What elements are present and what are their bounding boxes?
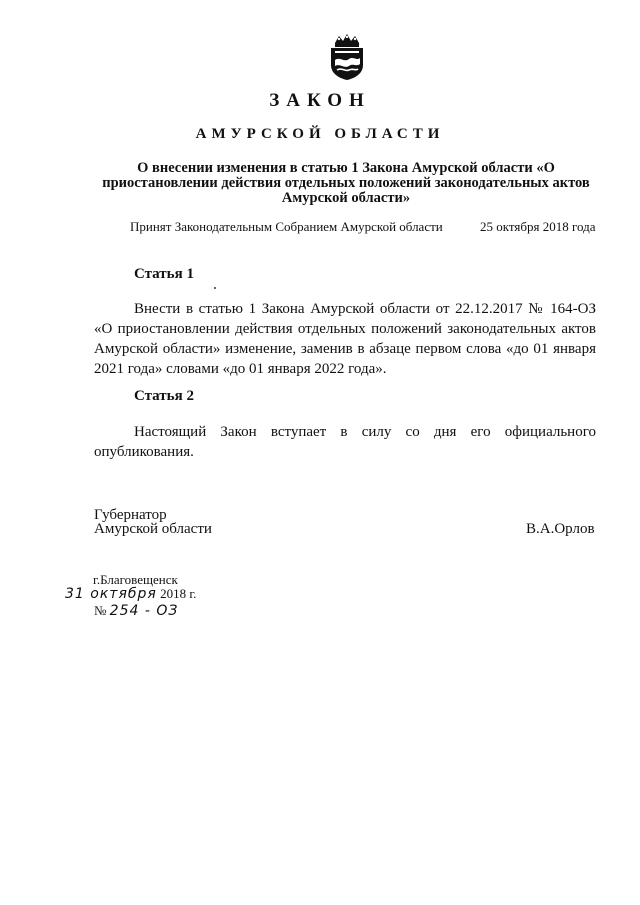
signatory-name: В.А.Орлов xyxy=(526,521,595,537)
handwritten-date: 31 октября xyxy=(65,586,157,602)
number-sign: № xyxy=(94,603,107,618)
handwritten-number: 254 - ОЗ xyxy=(109,603,179,619)
article-2-text: Настоящий Закон вступает в силу со дня его официального опубликования. xyxy=(94,424,596,460)
law-subject: О внесении изменения в статью 1 Закона Амурской области «О приостановлении действия отдельных положений законодательных актов Амурской области» xyxy=(102,160,590,206)
signing-date xyxy=(65,586,196,602)
law-number xyxy=(94,603,178,619)
adopted-by-label: Принят Законодательным Собранием Амурской области xyxy=(130,219,443,234)
signatory-position-line2: Амурской области xyxy=(94,521,212,537)
signatory-position-line1: Губернатор xyxy=(94,507,167,523)
region-title: АМУРСКОЙ ОБЛАСТИ xyxy=(195,126,445,142)
article-2-heading: Статья 2 xyxy=(134,388,194,404)
article-1-heading: Статья 1 xyxy=(134,266,194,282)
article-1-text: Внести в статью 1 Закона Амурской области от 22.12.2017 № 164-ОЗ «О приостановлении действия отдельных положений законодательных актов Амурской области» изменение, заменив в абзаце первом слова «до 01 января 2021 года» словами «до 01 января 2022 года». xyxy=(94,301,596,377)
signing-year: 2018 г. xyxy=(160,586,197,601)
place-of-signing: г.Благовещенск xyxy=(93,572,178,587)
scan-speck xyxy=(214,287,216,289)
document-title: ЗАКОН xyxy=(269,90,371,111)
coat-of-arms-icon xyxy=(326,33,368,81)
adopted-date: 25 октября 2018 года xyxy=(480,219,596,234)
